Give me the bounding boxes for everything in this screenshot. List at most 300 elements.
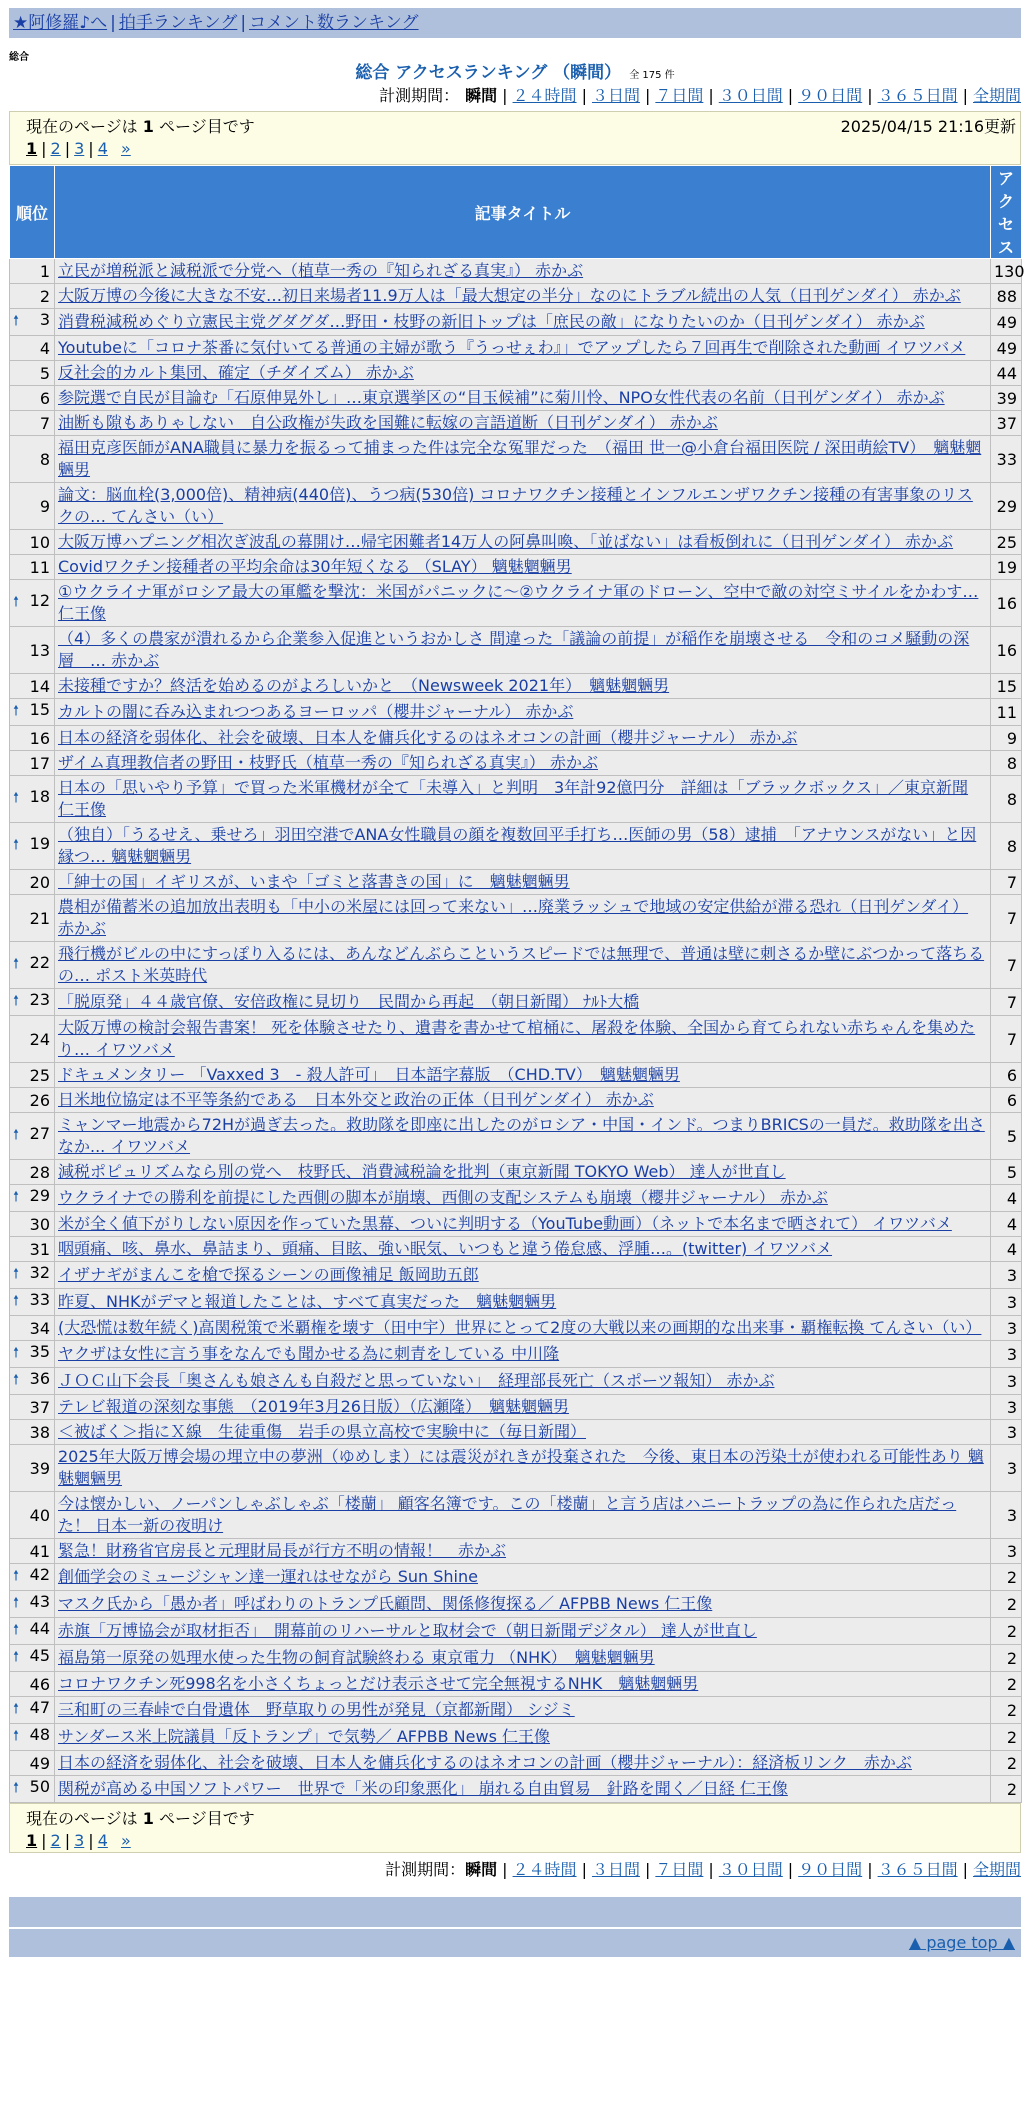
table-row	[10, 483, 1022, 530]
rank-cell	[10, 776, 55, 823]
total-count: 全 175 件	[629, 70, 675, 81]
table-row	[10, 751, 1022, 776]
rank-cell	[10, 1776, 55, 1803]
period-label: 計測期間：	[379, 86, 460, 105]
bottom-next-page-link[interactable]: »	[120, 1831, 131, 1850]
table-header	[10, 166, 1022, 259]
rank-cell	[10, 555, 55, 580]
rank-number: 20	[29, 872, 50, 892]
table-row	[10, 1618, 1022, 1645]
table-row	[10, 284, 1022, 309]
rank-number: 29	[29, 1186, 50, 1205]
separator: |	[962, 1860, 968, 1879]
rank-number: 24	[29, 1029, 50, 1049]
access-count: 6	[991, 1088, 1022, 1113]
table-row	[10, 1751, 1022, 1776]
access-count: 4	[991, 1237, 1022, 1262]
article-link[interactable]: 三和町の三春峠で白骨遺体 野草取りの男性が発見（京都新聞） シジミ	[58, 1700, 575, 1719]
bottom-period-link-7[interactable]: 全期間	[972, 1860, 1021, 1879]
rank-cell	[10, 1341, 55, 1368]
title-cell	[55, 627, 991, 674]
top-page-link-2[interactable]: 2	[50, 139, 61, 158]
top-period-link-2[interactable]: ３日間	[591, 86, 640, 105]
page-info-panel	[9, 111, 1021, 165]
article-link[interactable]: 咽頭痛、咳、鼻水、鼻詰まり、頭痛、目眩、強い眠気、いつもと違う倦怠感、浮腫…。(twitter) イワツバメ	[58, 1239, 833, 1258]
access-count: 7	[991, 895, 1022, 942]
article-link[interactable]: 今は懐かしい、ノーパンしゃぶしゃぶ「楼蘭」 顧客名簿です。この「楼蘭」と言う店はハニートラップの為に作られた店だった！ 日本一新の夜明け	[58, 1494, 957, 1535]
rank-number: 10	[29, 532, 50, 552]
rank-cell	[10, 895, 55, 942]
arrow-up-icon: 🠕	[13, 1345, 20, 1361]
article-link[interactable]: ミャンマー地震から72Hが過ぎ去った。救助隊を即座に出したのがロシア・中国・インド。つまりBRICSの一員だ。救助隊を出さなか... イワツバメ	[58, 1115, 985, 1156]
table-row	[10, 895, 1022, 942]
article-link[interactable]: 農相が備蓄米の追加放出表明も「中小の米屋には回って来ない」…廃業ラッシュで地域の安定供給が滞る恐れ（日刊ゲンダイ） 赤かぶ	[58, 897, 969, 938]
period-label: 計測期間：	[385, 1860, 466, 1879]
table-row	[10, 1262, 1022, 1289]
separator: |	[867, 86, 873, 105]
rank-number: 2	[39, 286, 50, 306]
rank-number: 45	[29, 1646, 50, 1665]
rank-cell	[10, 1591, 55, 1618]
access-count: 2	[991, 1564, 1022, 1591]
title-cell	[55, 942, 991, 989]
title-cell	[55, 989, 991, 1016]
rank-cell	[10, 1618, 55, 1645]
bottom-page-current: 1	[26, 1831, 38, 1850]
rank-cell	[10, 1395, 55, 1420]
article-link[interactable]: Covidワクチン接種者の平均余命は30年短くなる （SLAY） 魑魅魍魎男	[58, 557, 572, 576]
rank-cell	[10, 580, 55, 627]
rank-cell	[10, 627, 55, 674]
access-count: 88	[991, 284, 1022, 309]
article-link[interactable]: マスク氏から「愚か者」呼ばわりのトランプ氏顧問、関係修復探る／ AFPBB News 仁王像	[58, 1594, 713, 1613]
page-info: 現在のページは 1 ページ目です	[26, 1809, 255, 1828]
title-cell	[55, 336, 991, 361]
separator: |	[88, 1831, 94, 1850]
article-link[interactable]: 飛行機がビルの中にすっぽり入るには、あんなどんぶらこというスピードでは無理で、普通は壁に刺さるか壁にぶつかって落ちるの… ポスト米英時代	[58, 944, 985, 985]
table-row	[10, 726, 1022, 751]
table-row	[10, 1113, 1022, 1160]
title-cell	[55, 259, 991, 284]
access-count: 8	[991, 751, 1022, 776]
table-row	[10, 989, 1022, 1016]
article-link[interactable]: ウクライナでの勝利を前提にした西側の脚本が崩壊、西側の支配システムも崩壊（櫻井ジャーナル） 赤かぶ	[58, 1188, 828, 1207]
rank-cell	[10, 1262, 55, 1289]
article-link[interactable]: テレビ報道の深刻な事態 （2019年3月26日版）（広瀬隆） 魑魅魍魎男	[58, 1397, 569, 1416]
article-link[interactable]: 緊急！財務省官房長と元理財局長が行方不明の情報！ 赤かぶ	[58, 1541, 507, 1560]
article-link[interactable]: 福島第一原発の処理水使った生物の飼育試験終わる 東京電力 （NHK） 魑魅魍魎男	[58, 1648, 655, 1667]
arrow-up-icon: 🠕	[13, 1780, 20, 1796]
table-row	[10, 1672, 1022, 1697]
rank-number: 46	[29, 1674, 50, 1694]
arrow-up-icon: 🠕	[13, 993, 20, 1009]
rank-number: 8	[39, 449, 50, 469]
page-title: 総合 アクセスランキング （瞬間）	[355, 63, 622, 83]
article-link[interactable]: コロナワクチン死998名を小さくちょっとだけ表示させて完全無視するNHK 魑魅魍魎男	[58, 1674, 699, 1693]
rank-number: 32	[29, 1263, 50, 1282]
clap-ranking-link[interactable]: 拍手ランキング	[118, 13, 238, 33]
bottom-page-link-4[interactable]: 4	[97, 1831, 108, 1850]
article-link[interactable]: 大阪万博の検討会報告書案！ 死を体験させたり、遺書を書かせて棺桶に、屠殺を体験、全国から育てられない赤ちゃんを集めたり… イワツバメ	[58, 1018, 976, 1059]
article-link[interactable]: 大阪万博の今後に大きな不安…初日来場者11.9万人は「最大想定の半分」なのにトラブル続出の人気（日刊ゲンダイ） 赤かぶ	[58, 286, 961, 305]
arrow-up-icon: 🠕	[13, 703, 20, 719]
bottom-period-link-5[interactable]: ９０日間	[798, 1860, 863, 1879]
rank-number: 1	[39, 261, 50, 281]
access-count: 5	[991, 1113, 1022, 1160]
arrow-up-icon: 🠕	[13, 1701, 20, 1717]
arrow-up-icon: 🠕	[13, 1649, 20, 1665]
rank-cell	[10, 386, 55, 411]
separator: |	[502, 1860, 508, 1879]
title-cell	[55, 1237, 991, 1262]
table-row	[10, 1289, 1022, 1316]
article-link[interactable]: 関税が高める中国ソフトパワー 世界で「米の印象悪化」 崩れる自由貿易 針路を聞く／日経 仁王像	[58, 1779, 788, 1798]
title-cell	[55, 751, 991, 776]
top-page-link-4[interactable]: 4	[97, 139, 108, 158]
top-period-link-5[interactable]: ９０日間	[798, 86, 863, 105]
arrow-up-icon: 🠕	[13, 1568, 20, 1584]
article-link[interactable]: ①ウクライナ軍がロシア最大の軍艦を撃沈：米国がパニックに～②ウクライナ軍のドローン、空中で敵の対空ミサイルをかわす… 仁王像	[58, 582, 979, 623]
rank-cell	[10, 483, 55, 530]
article-link[interactable]: 「脱原発」４４歳官僚、安倍政権に見切り 民間から再起 （朝日新聞） ﾅﾙﾄ大橋	[58, 992, 640, 1011]
rank-cell	[10, 259, 55, 284]
table-row	[10, 1420, 1022, 1445]
article-link[interactable]: 米が全く値下がりしない原因を作っていた黒幕、ついに判明する（YouTube動画）（ネットで本名まで晒されて） イワツバメ	[58, 1214, 952, 1233]
updated-timestamp: 2025/04/15 21:16更新	[840, 117, 1016, 136]
article-link[interactable]: 大阪万博ハプニング相次ぎ波乱の幕開け…帰宅困難者14万人の阿鼻叫喚、「並ばない」は看板倒れに（日刊ゲンダイ） 赤かぶ	[58, 532, 954, 551]
rank-number: 44	[29, 1619, 50, 1638]
rank-number: 18	[29, 787, 50, 806]
article-link[interactable]: カルトの闇に呑み込まれつつあるヨーロッパ（櫻井ジャーナル） 赤かぶ	[58, 702, 574, 721]
rank-number: 38	[29, 1422, 50, 1442]
article-link[interactable]: 論文：脳血栓(3,000倍)、精神病(440倍)、うつ病(530倍) コロナワクチン接種とインフルエンザワクチン接種の有害事象のリスクの… てんさい（い）	[58, 485, 973, 526]
rank-number: 28	[29, 1162, 50, 1182]
title-cell	[55, 1618, 991, 1645]
rank-number: 40	[29, 1505, 50, 1525]
bottom-page-link-3[interactable]: 3	[74, 1831, 85, 1850]
title-cell	[55, 895, 991, 942]
title-cell	[55, 1539, 991, 1564]
table-row	[10, 1776, 1022, 1803]
separator: |	[644, 86, 651, 105]
title-cell	[55, 1063, 991, 1088]
arrow-up-icon: 🠕	[13, 1189, 20, 1205]
ranking-table	[9, 165, 1025, 1803]
rank-number: 33	[29, 1290, 50, 1309]
arrow-up-icon: 🠕	[13, 790, 20, 806]
access-count: 19	[991, 555, 1022, 580]
top-period-link-6[interactable]: ３６５日間	[877, 86, 958, 105]
title-cell	[55, 1212, 991, 1237]
access-count: 39	[991, 386, 1022, 411]
table-row	[10, 776, 1022, 823]
separator: |	[581, 1860, 587, 1879]
separator: |	[64, 1831, 71, 1850]
article-link[interactable]: 日本の経済を弱体化、社会を破壊、日本人を傭兵化するのはネオコンの計画（櫻井ジャーナル） 赤かぶ	[58, 728, 798, 747]
title-cell	[55, 1564, 991, 1591]
article-link[interactable]: ザイム真理教信者の野田・枝野氏（植草一秀の『知られざる真実』） 赤かぶ	[58, 753, 598, 772]
article-link[interactable]: （4）多くの農家が潰れるから企業参入促進というおかしさ 間違った「議論の前提」が稲作を崩壊させる 令和のコメ騒動の深層 … 赤かぶ	[58, 629, 970, 670]
table-row	[10, 1564, 1022, 1591]
top-period-link-7[interactable]: 全期間	[972, 86, 1021, 105]
bottom-period-current: 瞬間	[465, 1860, 498, 1879]
article-link[interactable]: ドキュメンタリー 「Vaxxed 3 - 殺人許可」 日本語字幕版 （CHD.TV） 魑魅魍魎男	[58, 1065, 680, 1084]
pagination-bottom	[26, 1830, 1016, 1852]
access-count: 8	[991, 823, 1022, 870]
table-row	[10, 699, 1022, 726]
top-page-link-3[interactable]: 3	[74, 139, 85, 158]
rank-cell	[10, 942, 55, 989]
rank-number: 23	[29, 990, 50, 1009]
rank-number: 47	[29, 1698, 50, 1717]
access-count: 7	[991, 1016, 1022, 1063]
rank-cell	[10, 1368, 55, 1395]
page-info-panel-bottom	[9, 1803, 1021, 1853]
article-link[interactable]: サンダース米上院議員「反トランプ」で気勢／ AFPBB News 仁王像	[58, 1727, 551, 1746]
rank-number: 3	[39, 310, 50, 329]
rank-cell	[10, 1016, 55, 1063]
article-link[interactable]: 創価学会のミュージシャン達一運れはせながら Sun Shine	[58, 1567, 478, 1586]
title-cell	[55, 1185, 991, 1212]
rank-number: 34	[29, 1318, 50, 1338]
article-link[interactable]: 「紳士の国」イギリスが、いまや「ゴミと落書きの国」に 魑魅魍魎男	[58, 872, 570, 891]
title-cell	[55, 284, 991, 309]
article-link[interactable]: 日本の経済を弱体化、社会を破壊、日本人を傭兵化するのはネオコンの計画（櫻井ジャーナル）：経済板リンク 赤かぶ	[58, 1753, 912, 1772]
rank-cell	[10, 1697, 55, 1724]
rank-number: 35	[29, 1342, 50, 1361]
rank-number: 39	[29, 1458, 50, 1478]
rank-number: 9	[39, 496, 50, 516]
article-link[interactable]: 立民が増税派と減税派で分党へ（植草一秀の『知られざる真実』） 赤かぶ	[58, 261, 584, 280]
access-count: 2	[991, 1672, 1022, 1697]
rank-number: 50	[29, 1777, 50, 1796]
access-count: 29	[991, 483, 1022, 530]
rank-cell	[10, 1564, 55, 1591]
table-row	[10, 336, 1022, 361]
table-row	[10, 1063, 1022, 1088]
home-link[interactable]: ★阿修羅♪へ	[13, 13, 108, 33]
pagination	[26, 138, 1016, 160]
title-cell	[55, 699, 991, 726]
bottom-bar	[9, 1897, 1021, 1927]
arrow-up-icon: 🠕	[13, 1622, 20, 1638]
top-next-page-link[interactable]: »	[120, 139, 131, 158]
bottom-period-link-3[interactable]: ７日間	[655, 1860, 704, 1879]
rank-cell	[10, 1751, 55, 1776]
table-row	[10, 1160, 1022, 1185]
bottom-period-link-1[interactable]: ２４時間	[512, 1860, 577, 1879]
rank-cell	[10, 699, 55, 726]
arrow-up-icon: 🠕	[13, 1728, 20, 1744]
page-top-link[interactable]: ▲ page top ▲	[908, 1933, 1015, 1952]
access-count: 2	[991, 1697, 1022, 1724]
rank-number: 31	[29, 1239, 50, 1259]
article-link[interactable]: イザナギがまんこを槍で探るシーンの画像補足 飯岡助五郎	[58, 1265, 479, 1284]
access-count: 2	[991, 1724, 1022, 1751]
bottom-period-link-6[interactable]: ３６５日間	[877, 1860, 958, 1879]
title-cell	[55, 674, 991, 699]
article-link[interactable]: 福田克彦医師がANA職員に暴力を振るって捕まった件は完全な冤罪だった （福田 世一@小倉台福田医院 / 深田萌絵TV） 魑魅魍魎男	[58, 438, 982, 479]
comment-ranking-link[interactable]: コメント数ランキング	[249, 13, 419, 33]
arrow-up-icon: 🠕	[13, 1127, 20, 1143]
separator: |	[867, 1860, 873, 1879]
access-count: 5	[991, 1160, 1022, 1185]
rank-number: 36	[29, 1369, 50, 1388]
rank-number: 13	[29, 640, 50, 660]
access-count: 25	[991, 530, 1022, 555]
title-header: 記事タイトル	[55, 166, 991, 259]
access-count: 4	[991, 1212, 1022, 1237]
article-link[interactable]: (大恐慌は数年続く)高関税策で米覇権を壊す（田中宇）世界にとって2度の大戦以来の画期的な出来事・覇権転換 てんさい（い）	[58, 1318, 982, 1337]
article-link[interactable]: ＜被ばく＞指にＸ線 生徒重傷 岩手の県立高校で実験中に（毎日新聞）	[58, 1422, 587, 1441]
bottom-period-link-4[interactable]: ３０日間	[718, 1860, 783, 1879]
rank-cell	[10, 1672, 55, 1697]
rank-number: 43	[29, 1592, 50, 1611]
article-link[interactable]: 日米地位協定は不平等条約である 日本外交と政治の正体（日刊ゲンダイ） 赤かぶ	[58, 1090, 654, 1109]
period-selector-bottom	[9, 1857, 1021, 1883]
article-link[interactable]: 昨夏、NHKがデマと報道したことは、すべて真実だった 魑魅魍魎男	[58, 1292, 557, 1311]
access-count: 2	[991, 1618, 1022, 1645]
access-count: 6	[991, 1063, 1022, 1088]
page-info: 現在のページは 1 ページ目です	[26, 117, 255, 136]
title-cell	[55, 1316, 991, 1341]
bottom-period-link-2[interactable]: ３日間	[591, 1860, 640, 1879]
article-link[interactable]: 油断も隙もありゃしない 自公政権が失政を国難に転嫁の言語道断（日刊ゲンダイ） 赤かぶ	[58, 413, 718, 432]
separator: |	[787, 86, 794, 105]
rank-cell	[10, 1088, 55, 1113]
access-count: 33	[991, 436, 1022, 483]
arrow-up-icon: 🠕	[13, 837, 20, 853]
rank-cell	[10, 1237, 55, 1262]
access-count: 37	[991, 411, 1022, 436]
table-row	[10, 870, 1022, 895]
article-link[interactable]: 参院選で自民が目論む「石原伸晃外し」…東京選挙区の“目玉候補”に菊川怜、NPO女性代表の名前（日刊ゲンダイ） 赤かぶ	[58, 388, 945, 407]
access-count: 3	[991, 1341, 1022, 1368]
table-row	[10, 627, 1022, 674]
table-row	[10, 580, 1022, 627]
separator: |	[41, 1831, 47, 1850]
table-row	[10, 942, 1022, 989]
table-row	[10, 1697, 1022, 1724]
table-row	[10, 1368, 1022, 1395]
rank-number: 30	[29, 1214, 50, 1234]
access-count: 2	[991, 1751, 1022, 1776]
article-link[interactable]: 減税ポピュリズムなら別の党へ 枝野氏、消費減税論を批判（東京新聞 TOKYO Web） 達人が世直し	[58, 1162, 786, 1181]
table-row	[10, 1645, 1022, 1672]
access-count: 3	[991, 1289, 1022, 1316]
separator: |	[708, 86, 714, 105]
article-link[interactable]: 消費税減税めぐり立憲民主党グダグダ…野田・枝野の新旧トップは「庶民の敵」になりたいのか（日刊ゲンダイ） 赤かぶ	[58, 312, 925, 331]
access-count: 3	[991, 1395, 1022, 1420]
rank-cell	[10, 1063, 55, 1088]
title-cell	[55, 1016, 991, 1063]
access-count: 15	[991, 674, 1022, 699]
access-count: 7	[991, 989, 1022, 1016]
rank-header: 順位	[10, 166, 55, 259]
access-count: 3	[991, 1420, 1022, 1445]
article-link[interactable]: 未接種ですか？終活を始めるのがよろしいかと （Newsweek 2021年） 魑魅魍魎男	[58, 676, 670, 695]
table-row	[10, 555, 1022, 580]
rank-cell	[10, 411, 55, 436]
rank-number: 7	[39, 413, 50, 433]
access-count: 3	[991, 1316, 1022, 1341]
title-cell	[55, 1724, 991, 1751]
rank-cell	[10, 1160, 55, 1185]
bottom-page-link-2[interactable]: 2	[50, 1831, 61, 1850]
title-cell	[55, 1672, 991, 1697]
top-period-link-4[interactable]: ３０日間	[718, 86, 783, 105]
title-cell	[55, 1262, 991, 1289]
article-link[interactable]: 2025年大阪万博会場の埋立中の夢洲（ゆめしま）には震災がれきが投棄された 今後、東日本の汚染土が使われる可能性あり 魑魅魍魎男	[58, 1447, 984, 1488]
title-cell	[55, 726, 991, 751]
article-link[interactable]: ヤクザは女性に言う事をなんでも聞かせる為に刺青をしている 中川隆	[58, 1344, 560, 1363]
arrow-up-icon: 🠕	[13, 1595, 20, 1611]
separator: |	[787, 1860, 794, 1879]
rank-number: 42	[29, 1565, 50, 1584]
title-cell	[55, 386, 991, 411]
rank-cell	[10, 1316, 55, 1341]
article-link[interactable]: 反社会的カルト集団、確定（チダイズム） 赤かぶ	[58, 363, 414, 382]
separator: |	[644, 1860, 651, 1879]
article-link[interactable]: 赤旗「万博協会が取材拒否」 開幕前のリハーサルと取材会で（朝日新聞デジタル） 達人が世直し	[58, 1621, 757, 1640]
title-cell	[55, 436, 991, 483]
separator: |	[581, 86, 587, 105]
title-cell	[55, 361, 991, 386]
title-cell	[55, 823, 991, 870]
table-row	[10, 823, 1022, 870]
top-period-link-1[interactable]: ２４時間	[512, 86, 577, 105]
table-row	[10, 1445, 1022, 1492]
rank-cell	[10, 1724, 55, 1751]
separator: |	[502, 86, 508, 105]
title-cell	[55, 555, 991, 580]
title-cell	[55, 1289, 991, 1316]
rank-number: 19	[29, 834, 50, 853]
title-cell	[55, 580, 991, 627]
rank-cell	[10, 1645, 55, 1672]
table-row	[10, 1212, 1022, 1237]
rank-cell	[10, 870, 55, 895]
article-link[interactable]: （独自）「うるせえ、乗せろ」羽田空港でANA女性職員の顔を複数回平手打ち…医師の男（58）逮捕 「アナウンスがない」と因縁つ… 魑魅魍魎男	[58, 825, 977, 866]
title-cell	[55, 1395, 991, 1420]
access-count: 9	[991, 726, 1022, 751]
top-nav: ★阿修羅♪へ | 拍手ランキング | コメント数ランキング	[9, 8, 1021, 38]
top-period-link-3[interactable]: ７日間	[655, 86, 704, 105]
top-page-current: 1	[26, 139, 38, 158]
separator: |	[962, 86, 968, 105]
table-row	[10, 1492, 1022, 1539]
table-row	[10, 386, 1022, 411]
arrow-up-icon: 🠕	[13, 313, 20, 329]
rank-number: 12	[29, 591, 50, 610]
title-cell	[55, 309, 991, 336]
access-count: 2	[991, 1645, 1022, 1672]
table-row	[10, 1724, 1022, 1751]
article-link[interactable]: Youtubeに「コロナ茶番に気付いてる普通の主婦が歌う『うっせぇわ』」でアップしたら７回再生で削除された動画 イワツバメ	[58, 338, 966, 357]
title-cell	[55, 1341, 991, 1368]
title-cell	[55, 1445, 991, 1492]
rank-number: 26	[29, 1090, 50, 1110]
table-row	[10, 1237, 1022, 1262]
article-link[interactable]: 日本の「思いやり予算」で買った米軍機材が全て「未導入」と判明 3年計92億円分 詳細は「ブラックボックス」／東京新聞 仁王像	[58, 778, 969, 819]
article-link[interactable]: ＪＯＣ山下会長「奥さんも娘さんも自殺だと思っていない」 経理部長死亡（スポーツ報知） 赤かぶ	[58, 1371, 775, 1390]
rank-number: 6	[39, 388, 50, 408]
page-title-line	[9, 62, 1021, 84]
rank-number: 41	[29, 1541, 50, 1561]
rank-number: 14	[29, 676, 50, 696]
title-cell	[55, 1088, 991, 1113]
table-row	[10, 1395, 1022, 1420]
